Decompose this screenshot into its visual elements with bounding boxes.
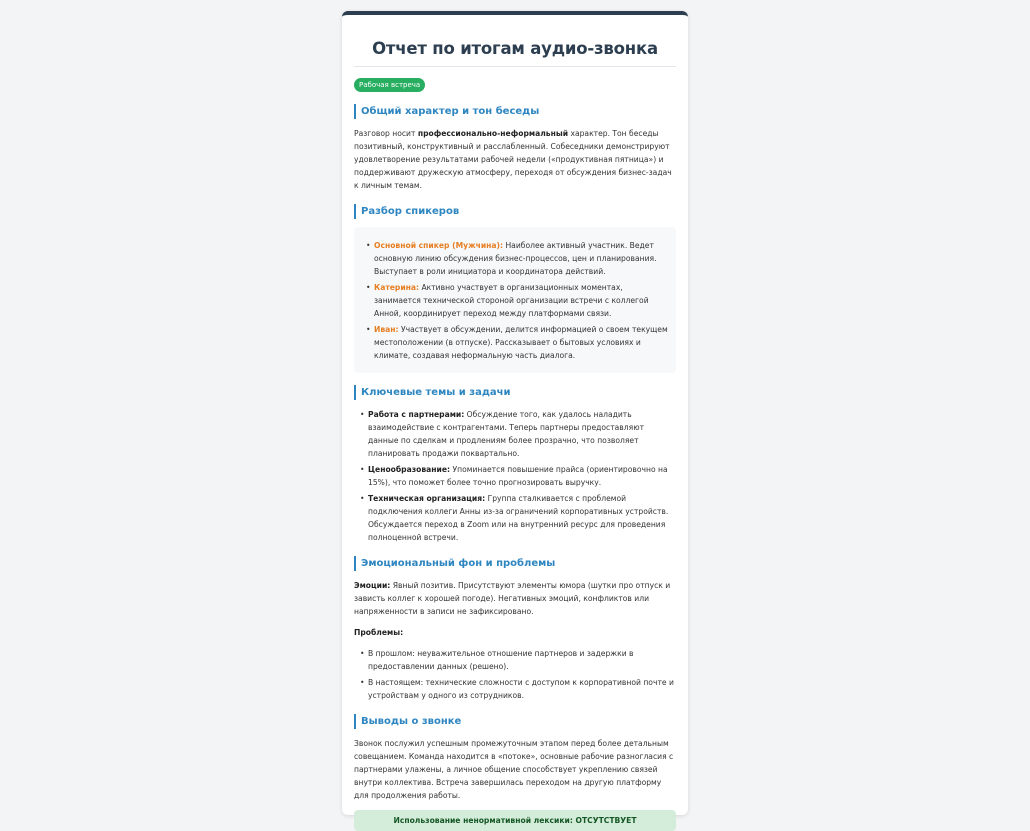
topic-label: Техническая организация: — [368, 494, 486, 503]
section-heading-conclusions: Выводы о звонке — [354, 714, 676, 729]
list-item — [362, 492, 676, 544]
section-heading-tone: Общий характер и тон беседы — [354, 104, 676, 119]
list-item — [362, 408, 676, 460]
tone-text-before: Разговор носит — [354, 129, 418, 138]
problems-list — [354, 647, 676, 702]
page-title: Отчет по итогам аудио-звонка — [354, 39, 676, 67]
list-item — [368, 239, 668, 278]
speakers-list — [360, 239, 668, 362]
emotions-paragraph — [354, 579, 676, 618]
list-item — [368, 281, 668, 320]
list-item: • В настоящем: технические сложности с доступом к корпоративной почте и устройствам у одного из сотрудников. — [362, 676, 676, 702]
speaker-name: Основной спикер (Мужчина): — [374, 241, 504, 250]
section-heading-topics: Ключевые темы и задачи — [354, 385, 676, 400]
topic-text: Обсуждение того, как удалось наладить взаимодействие с контрагентами. Теперь партнеры предоставляют данные по сделкам и продлениям более прозрачно, что позволяет планировать продажи поквартально. — [368, 410, 645, 458]
topic-text: Упоминается повышение прайса (ориентировочно на 15%), что поможет более точно прогнозировать выручку. — [368, 465, 668, 487]
list-item: • В прошлом: неуважительное отношение партнеров и задержки в предоставлении данных (решено). — [362, 647, 676, 673]
topic-label: Ценообразование: — [368, 465, 451, 474]
topic-label: Работа с партнерами: — [368, 410, 465, 419]
section-heading-emotions: Эмоциональный фон и проблемы — [354, 556, 676, 571]
speaker-text: Наиболее активный участник. Ведет основную линию обсуждения бизнес-процессов, цен и планирования. Выступает в роли инициатора и координатора действий. — [374, 241, 657, 276]
tone-bold: профессионально-неформальный — [417, 129, 569, 138]
speaker-name: Катерина: — [374, 283, 420, 292]
conclusions-paragraph: Звонок послужил успешным промежуточным этапом перед более детальным совещанием. Команда находится в «потоке», основные рабочие разногласия с партнерами улажены, а личное общение способствует укреплению связей внутри коллектива. Встреча завершилась переходом на другую платформу для продолжения работы. — [354, 739, 674, 800]
speaker-name: Иван: — [374, 325, 399, 334]
tone-text-after: характер. Тон беседы позитивный, конструктивный и расслабленный. Собеседники демонстрируют удовлетворение результатами рабочей недели («продуктивная пятница») и поддерживают дружескую атмосферу, переходя от обсуждения бизнес-задач к личным темам. — [354, 129, 672, 190]
speakers-box — [354, 227, 676, 373]
list-item — [368, 323, 668, 362]
problems-title: Проблемы: — [354, 628, 404, 637]
speaker-text: Активно участвует в организационных моментах, занимается технической стороной организации встречи с коллегой Анной, координирует переход между платформами связи. — [374, 283, 649, 318]
emotions-label: Эмоции: — [354, 581, 391, 590]
list-item — [362, 463, 676, 489]
profanity-status-banner: Использование ненормативной лексики: ОТСУТСТВУЕТ — [354, 810, 676, 831]
emotions-text: Явный позитив. Присутствуют элементы юмора (шутки про отпуск и зависть коллег к хорошей погоде). Негативных эмоций, конфликтов или напряженности в записи не зафиксировано. — [354, 581, 671, 616]
tone-paragraph — [354, 127, 676, 192]
topics-list — [354, 408, 676, 544]
section-heading-speakers: Разбор спикеров — [354, 204, 676, 219]
report-card — [342, 11, 688, 825]
topic-text: Группа сталкивается с проблемой подключения коллеги Анны из-за ограничений корпоративных устройств. Обсуждается переход в Zoom или на внутренний ресурс для проведения полноценной встречи. — [368, 494, 669, 542]
speaker-text: Участвует в обсуждении, делится информацией о своем текущем местоположении (в отпуске). Рассказывает о бытовых условиях и климате, создавая неформальную часть диалога. — [374, 325, 668, 360]
meeting-type-badge: Рабочая встреча — [354, 78, 425, 92]
